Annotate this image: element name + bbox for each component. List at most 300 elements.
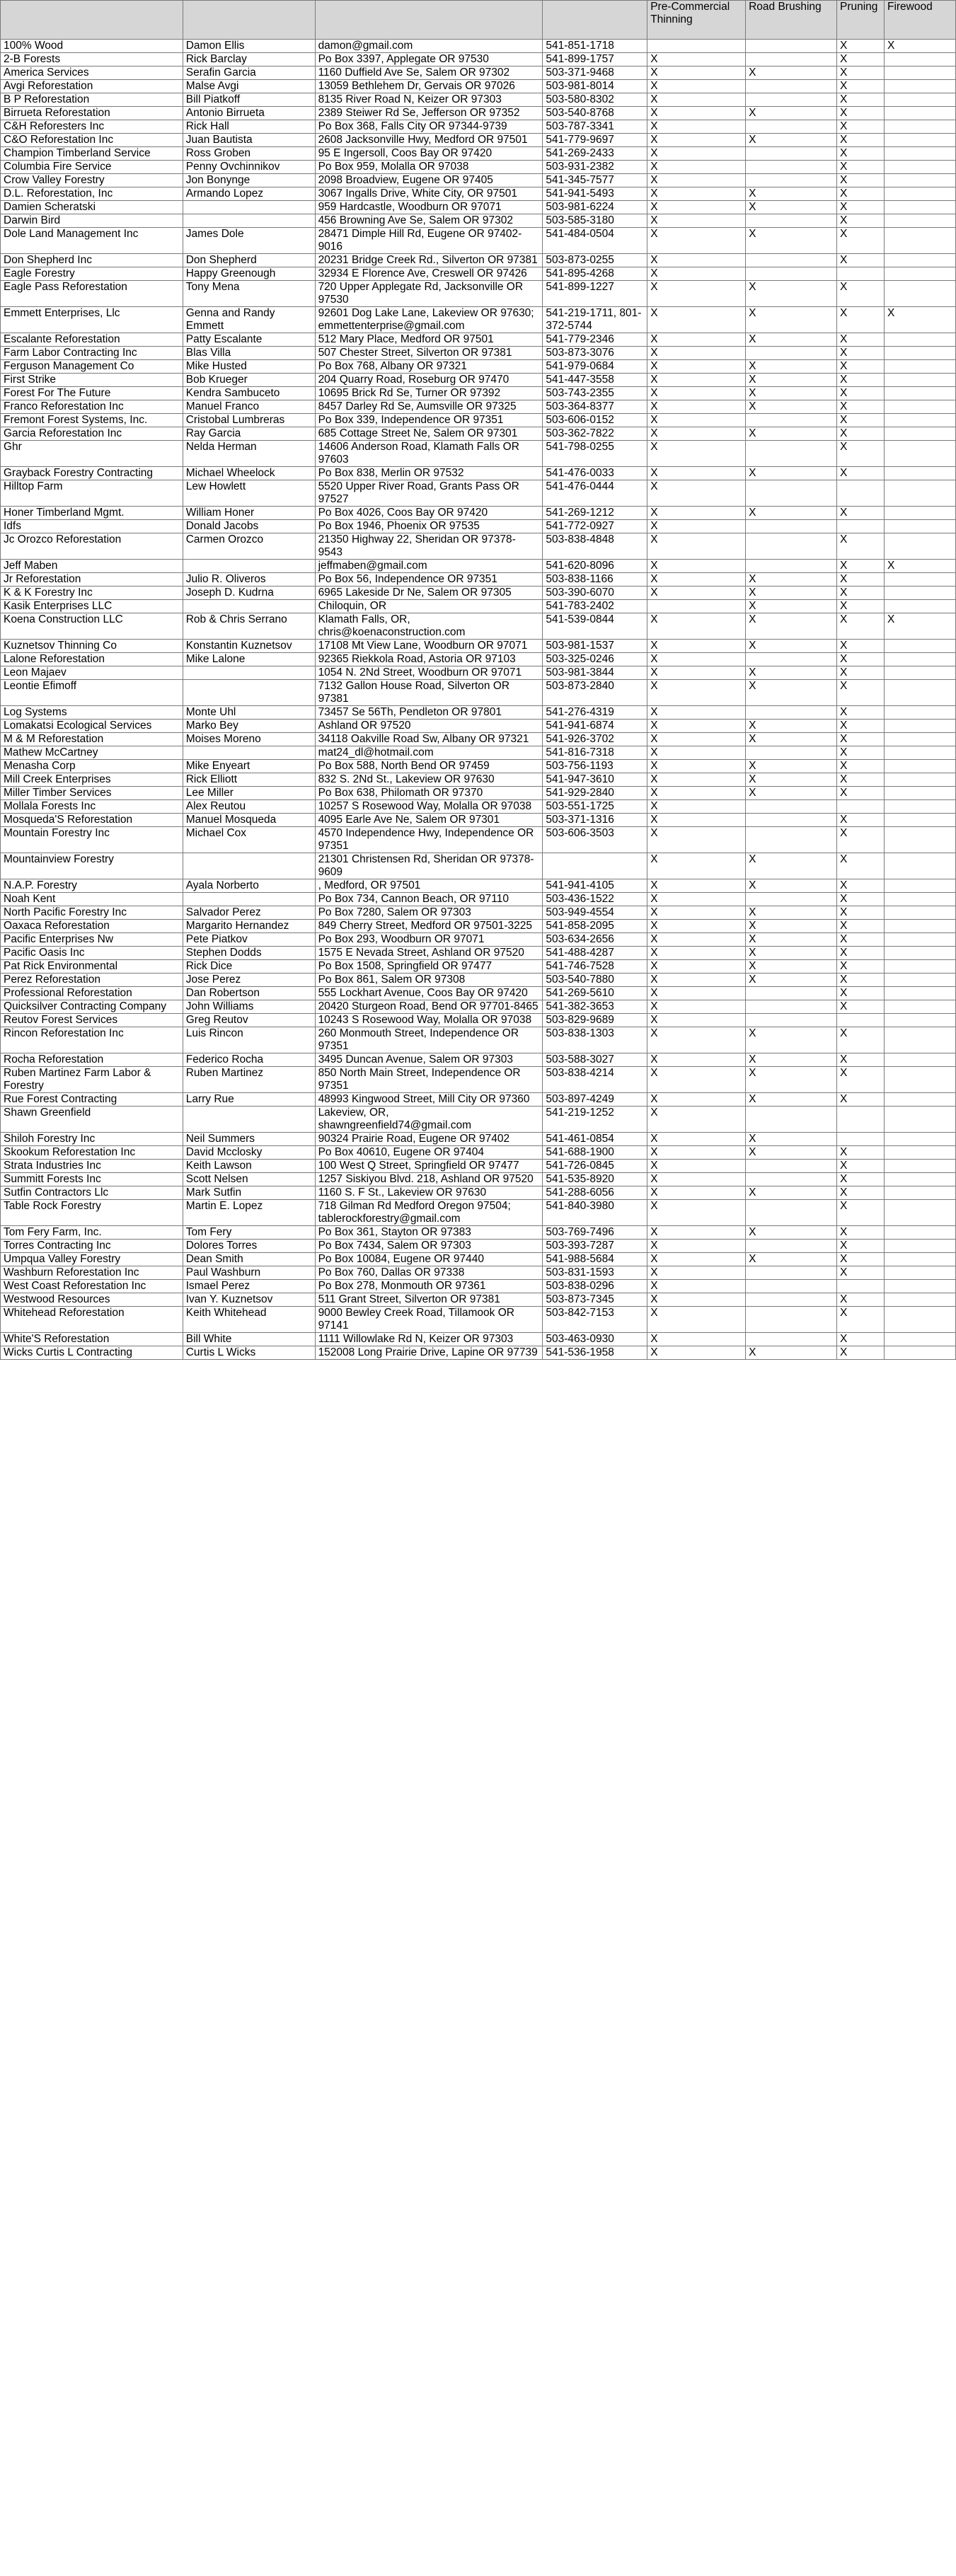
firewood-cell: X [884,40,955,53]
contact-name-cell: Manuel Franco [183,400,315,414]
phone-cell: 503-873-3076 [543,347,647,360]
address-cell: 9000 Bewley Creek Road, Tillamook OR 97141 [315,1307,543,1333]
road-brushing-cell [746,1173,837,1186]
pre-commercial-thinning-cell: X [647,467,746,480]
contact-name-cell: Keith Lawson [183,1160,315,1173]
firewood-cell [884,120,955,134]
company-name-cell: Sutfin Contractors Llc [1,1186,183,1200]
contact-name-cell [183,893,315,906]
phone-cell: 541-899-1757 [543,53,647,67]
address-cell: Po Box 278, Monmouth OR 97361 [315,1280,543,1293]
phone-cell: 503-756-1193 [543,760,647,773]
table-row [1,560,956,573]
firewood-cell [884,653,955,666]
firewood-cell [884,1186,955,1200]
contact-name-cell: Damon Ellis [183,40,315,53]
table-row [1,1067,956,1093]
pre-commercial-thinning-cell: X [647,414,746,427]
table-row [1,1266,956,1280]
phone-cell: 541-926-3702 [543,733,647,746]
pre-commercial-thinning-cell: X [647,640,746,653]
pre-commercial-thinning-cell: X [647,853,746,879]
firewood-cell [884,680,955,706]
pre-commercial-thinning-cell: X [647,906,746,920]
firewood-cell [884,80,955,93]
company-name-cell: Professional Reforestation [1,987,183,1000]
table-row [1,214,956,228]
address-cell: Po Box 10084, Eugene OR 97440 [315,1253,543,1266]
pre-commercial-thinning-cell: X [647,307,746,333]
contact-name-cell [183,201,315,214]
table-row [1,706,956,720]
phone-cell: 541-816-7318 [543,746,647,760]
firewood-cell [884,600,955,613]
pruning-cell: X [837,360,885,374]
phone-cell: 503-981-6224 [543,201,647,214]
table-row [1,827,956,853]
road-brushing-cell: X [746,1027,837,1053]
contact-name-cell: Dolores Torres [183,1240,315,1253]
table-row [1,467,956,480]
address-cell: 92365 Riekkola Road, Astoria OR 97103 [315,653,543,666]
pruning-cell: X [837,174,885,187]
phone-cell: 541-219-1252 [543,1107,647,1133]
address-cell: 2389 Steiwer Rd Se, Jefferson OR 97352 [315,107,543,120]
phone-cell: 541-484-0504 [543,228,647,254]
company-name-cell: Don Shepherd Inc [1,254,183,267]
table-row [1,228,956,254]
pre-commercial-thinning-cell: X [647,706,746,720]
contact-name-cell: Ismael Perez [183,1280,315,1293]
contact-name-cell [183,600,315,613]
pre-commercial-thinning-cell: X [647,587,746,600]
company-name-cell: Mill Creek Enterprises [1,773,183,787]
pre-commercial-thinning-cell: X [647,960,746,974]
road-brushing-cell [746,347,837,360]
road-brushing-cell: X [746,733,837,746]
pruning-cell [837,1280,885,1293]
pruning-cell: X [837,228,885,254]
road-brushing-cell [746,1160,837,1173]
phone-cell: 503-371-1316 [543,814,647,827]
contact-name-cell: Martin E. Lopez [183,1200,315,1226]
contact-name-cell: Blas Villa [183,347,315,360]
phone-cell: 541-269-2433 [543,147,647,161]
contact-name-cell: Konstantin Kuznetsov [183,640,315,653]
road-brushing-cell: X [746,67,837,80]
road-brushing-cell: X [746,360,837,374]
company-name-cell: Dole Land Management Inc [1,228,183,254]
table-header [1,1,956,40]
phone-cell: 541-779-9697 [543,134,647,147]
table-row [1,733,956,746]
firewood-cell [884,507,955,520]
pruning-cell: X [837,414,885,427]
pruning-cell: X [837,1053,885,1067]
pruning-cell: X [837,1307,885,1333]
phone-cell: 503-838-4214 [543,1067,647,1093]
pruning-cell: X [837,987,885,1000]
table-row [1,1146,956,1160]
phone-cell: 541-851-1718 [543,40,647,53]
firewood-cell [884,879,955,893]
company-name-cell: Lalone Reforestation [1,653,183,666]
pre-commercial-thinning-cell: X [647,134,746,147]
phone-cell: 503-580-8302 [543,93,647,107]
pruning-cell: X [837,1293,885,1307]
company-name-cell: Quicksilver Contracting Company [1,1000,183,1014]
table-row [1,1093,956,1107]
address-cell: 685 Cottage Street Ne, Salem OR 97301 [315,427,543,441]
road-brushing-cell: X [746,1053,837,1067]
firewood-cell [884,1107,955,1133]
company-name-cell: Kuznetsov Thinning Co [1,640,183,653]
pre-commercial-thinning-cell: X [647,1333,746,1346]
road-brushing-cell: X [746,1133,837,1146]
phone-cell: 541-276-4319 [543,706,647,720]
table-row [1,773,956,787]
firewood-cell [884,800,955,814]
table-row [1,1107,956,1133]
pre-commercial-thinning-cell: X [647,201,746,214]
pruning-cell [837,800,885,814]
pre-commercial-thinning-cell: X [647,507,746,520]
pruning-cell [837,480,885,507]
pre-commercial-thinning-cell: X [647,107,746,120]
contact-name-cell: Moises Moreno [183,733,315,746]
phone-cell: 541-476-0444 [543,480,647,507]
address-cell: Po Box 4026, Coos Bay OR 97420 [315,507,543,520]
phone-cell: 503-838-0296 [543,1280,647,1293]
address-cell: Po Box 361, Stayton OR 97383 [315,1226,543,1240]
firewood-cell [884,1053,955,1067]
pre-commercial-thinning-cell: X [647,53,746,67]
contact-name-cell: Bob Krueger [183,374,315,387]
firewood-cell [884,1160,955,1173]
road-brushing-cell [746,441,837,467]
pre-commercial-thinning-cell: X [647,1133,746,1146]
road-brushing-cell: X [746,773,837,787]
pre-commercial-thinning-cell: X [647,814,746,827]
road-brushing-cell [746,560,837,573]
table-row [1,533,956,560]
firewood-cell [884,1253,955,1266]
phone-cell: 541-772-0927 [543,520,647,533]
pruning-cell: X [837,1093,885,1107]
pruning-cell [837,1014,885,1027]
firewood-cell [884,67,955,80]
road-brushing-cell [746,53,837,67]
phone-cell: 503-949-4554 [543,906,647,920]
contact-name-cell: Jon Bonynge [183,174,315,187]
firewood-cell [884,147,955,161]
phone-cell: 541-536-1958 [543,1346,647,1360]
pre-commercial-thinning-cell: X [647,174,746,187]
table-row [1,1226,956,1240]
road-brushing-cell [746,147,837,161]
table-row [1,1346,956,1360]
road-brushing-cell [746,1266,837,1280]
contact-name-cell: Mark Sutfin [183,1186,315,1200]
road-brushing-cell [746,480,837,507]
pre-commercial-thinning-cell: X [647,1280,746,1293]
pre-commercial-thinning-cell: X [647,1146,746,1160]
pre-commercial-thinning-cell: X [647,214,746,228]
firewood-cell: X [884,613,955,640]
company-name-cell: Rocha Reforestation [1,1053,183,1067]
phone-cell: 541-269-5610 [543,987,647,1000]
road-brushing-cell: X [746,853,837,879]
firewood-cell [884,174,955,187]
contact-name-cell: Stephen Dodds [183,947,315,960]
pruning-cell: X [837,933,885,947]
contact-name-cell: Neil Summers [183,1133,315,1146]
address-cell: 5520 Upper River Road, Grants Pass OR 97527 [315,480,543,507]
pre-commercial-thinning-cell: X [647,1346,746,1360]
contact-name-cell: Armando Lopez [183,187,315,201]
contact-name-cell: Julio R. Oliveros [183,573,315,587]
table-row [1,640,956,653]
header-firewood: Firewood [884,1,955,40]
firewood-cell [884,520,955,533]
road-brushing-cell: X [746,933,837,947]
pruning-cell: X [837,533,885,560]
road-brushing-cell [746,1107,837,1133]
company-name-cell: Pacific Enterprises Nw [1,933,183,947]
road-brushing-cell: X [746,107,837,120]
address-cell: Chiloquin, OR [315,600,543,613]
phone-cell: 503-873-7345 [543,1293,647,1307]
contact-name-cell: Juan Bautista [183,134,315,147]
phone-cell: 541-476-0033 [543,467,647,480]
contact-name-cell [183,214,315,228]
address-cell: 14606 Anderson Road, Klamath Falls OR 97603 [315,441,543,467]
address-cell: 13059 Bethlehem Dr, Gervais OR 97026 [315,80,543,93]
pruning-cell [837,520,885,533]
road-brushing-cell [746,827,837,853]
company-name-cell: Tom Fery Farm, Inc. [1,1226,183,1240]
pre-commercial-thinning-cell: X [647,267,746,281]
pre-commercial-thinning-cell: X [647,933,746,947]
firewood-cell [884,773,955,787]
road-brushing-cell: X [746,600,837,613]
table-row [1,906,956,920]
phone-cell: 503-897-4249 [543,1093,647,1107]
company-name-cell: Mathew McCartney [1,746,183,760]
road-brushing-cell: X [746,427,837,441]
contact-name-cell [183,853,315,879]
pre-commercial-thinning-cell: X [647,680,746,706]
contact-name-cell: Lew Howlett [183,480,315,507]
road-brushing-cell: X [746,613,837,640]
phone-cell: 541-382-3653 [543,1000,647,1014]
table-row [1,853,956,879]
road-brushing-cell [746,80,837,93]
pruning-cell: X [837,40,885,53]
company-name-cell: Leontie Efimoff [1,680,183,706]
address-cell: Po Box 56, Independence OR 97351 [315,573,543,587]
pruning-cell: X [837,974,885,987]
phone-cell: 541-779-2346 [543,333,647,347]
road-brushing-cell [746,1200,837,1226]
table-row [1,947,956,960]
pruning-cell: X [837,773,885,787]
pruning-cell: X [837,760,885,773]
address-cell: 849 Cherry Street, Medford OR 97501-3225 [315,920,543,933]
road-brushing-cell: X [746,640,837,653]
contact-name-cell: Greg Reutov [183,1014,315,1027]
pre-commercial-thinning-cell: X [647,1266,746,1280]
road-brushing-cell: X [746,307,837,333]
table-body [1,40,956,1360]
contact-name-cell [183,746,315,760]
pruning-cell: X [837,1173,885,1186]
contact-name-cell: Rick Hall [183,120,315,134]
table-row [1,1280,956,1293]
firewood-cell [884,93,955,107]
table-row [1,653,956,666]
contact-name-cell: Dan Robertson [183,987,315,1000]
address-cell: 32934 E Florence Ave, Creswell OR 97426 [315,267,543,281]
pre-commercial-thinning-cell: X [647,1053,746,1067]
pre-commercial-thinning-cell: X [647,573,746,587]
table-row [1,587,956,600]
company-name-cell: Pacific Oasis Inc [1,947,183,960]
firewood-cell [884,533,955,560]
firewood-cell [884,760,955,773]
contact-name-cell: Rick Dice [183,960,315,974]
address-cell: 21301 Christensen Rd, Sheridan OR 97378-9609 [315,853,543,879]
pre-commercial-thinning-cell: X [647,560,746,573]
pruning-cell: X [837,573,885,587]
contact-name-cell: Pete Piatkov [183,933,315,947]
table-row [1,201,956,214]
road-brushing-cell [746,1014,837,1027]
pruning-cell: X [837,441,885,467]
company-name-cell: Emmett Enterprises, Llc [1,307,183,333]
company-name-cell: Jc Orozco Reforestation [1,533,183,560]
table-row [1,40,956,53]
phone-cell: 541-535-8920 [543,1173,647,1186]
contact-name-cell: Ruben Martinez [183,1067,315,1093]
pruning-cell [837,267,885,281]
pre-commercial-thinning-cell: X [647,67,746,80]
company-name-cell: Damien Scheratski [1,201,183,214]
pre-commercial-thinning-cell: X [647,1014,746,1027]
company-name-cell: Skookum Reforestation Inc [1,1146,183,1160]
pruning-cell: X [837,201,885,214]
firewood-cell [884,161,955,174]
firewood-cell [884,640,955,653]
address-cell: 100 West Q Street, Springfield OR 97477 [315,1160,543,1173]
address-cell: Po Box 959, Molalla OR 97038 [315,161,543,174]
pruning-cell: X [837,254,885,267]
pruning-cell: X [837,80,885,93]
firewood-cell [884,987,955,1000]
road-brushing-cell: X [746,760,837,773]
phone-cell: 503-364-8377 [543,400,647,414]
road-brushing-cell [746,893,837,906]
pruning-cell: X [837,666,885,680]
road-brushing-cell: X [746,387,837,400]
company-name-cell: N.A.P. Forestry [1,879,183,893]
address-cell: 8457 Darley Rd Se, Aumsville OR 97325 [315,400,543,414]
pruning-cell: X [837,1186,885,1200]
company-name-cell: Champion Timberland Service [1,147,183,161]
phone-cell: 503-981-3844 [543,666,647,680]
firewood-cell [884,1200,955,1226]
phone-cell: 503-931-2382 [543,161,647,174]
pruning-cell: X [837,387,885,400]
phone-cell: 541-746-7528 [543,960,647,974]
address-cell: Po Box 293, Woodburn OR 97071 [315,933,543,947]
company-name-cell: Summitt Forests Inc [1,1173,183,1186]
contact-name-cell: Curtis L Wicks [183,1346,315,1360]
pruning-cell: X [837,1226,885,1240]
table-row [1,1333,956,1346]
contact-name-cell: Serafin Garcia [183,67,315,80]
phone-cell: 503-981-1537 [543,640,647,653]
address-cell: 1111 Willowlake Rd N, Keizer OR 97303 [315,1333,543,1346]
pre-commercial-thinning-cell: X [647,760,746,773]
header-road-brushing: Road Brushing [746,1,837,40]
pre-commercial-thinning-cell: X [647,1200,746,1226]
firewood-cell [884,746,955,760]
table-row [1,987,956,1000]
contact-name-cell: Keith Whitehead [183,1307,315,1333]
firewood-cell [884,666,955,680]
firewood-cell [884,1266,955,1280]
firewood-cell [884,1146,955,1160]
address-cell: Po Box 838, Merlin OR 97532 [315,467,543,480]
pre-commercial-thinning-cell: X [647,441,746,467]
firewood-cell [884,214,955,228]
pre-commercial-thinning-cell: X [647,427,746,441]
contact-name-cell: Michael Wheelock [183,467,315,480]
contact-name-cell: Genna and Randy Emmett [183,307,315,333]
pre-commercial-thinning-cell: X [647,987,746,1000]
road-brushing-cell: X [746,281,837,307]
phone-cell: 503-606-3503 [543,827,647,853]
address-cell: 1257 Siskiyou Blvd. 218, Ashland OR 97520 [315,1173,543,1186]
phone-cell: 503-829-9689 [543,1014,647,1027]
road-brushing-cell: X [746,1146,837,1160]
pruning-cell: X [837,307,885,333]
contact-name-cell: Happy Greenough [183,267,315,281]
contact-name-cell: Mike Lalone [183,653,315,666]
address-cell: 512 Mary Place, Medford OR 97501 [315,333,543,347]
firewood-cell [884,53,955,67]
pruning-cell: X [837,814,885,827]
company-name-cell: Birrueta Reforestation [1,107,183,120]
table-row [1,800,956,814]
road-brushing-cell: X [746,1226,837,1240]
company-name-cell: Noah Kent [1,893,183,906]
company-name-cell: Idfs [1,520,183,533]
road-brushing-cell [746,267,837,281]
firewood-cell [884,1173,955,1186]
phone-cell: 541-783-2402 [543,600,647,613]
pre-commercial-thinning-cell: X [647,374,746,387]
table-row [1,107,956,120]
contact-name-cell: Manuel Mosqueda [183,814,315,827]
phone-cell: 541-269-1212 [543,507,647,520]
contact-name-cell: Penny Ovchinnikov [183,161,315,174]
pre-commercial-thinning-cell: X [647,347,746,360]
road-brushing-cell [746,706,837,720]
company-name-cell: Koena Construction LLC [1,613,183,640]
company-name-cell: C&H Reforesters Inc [1,120,183,134]
